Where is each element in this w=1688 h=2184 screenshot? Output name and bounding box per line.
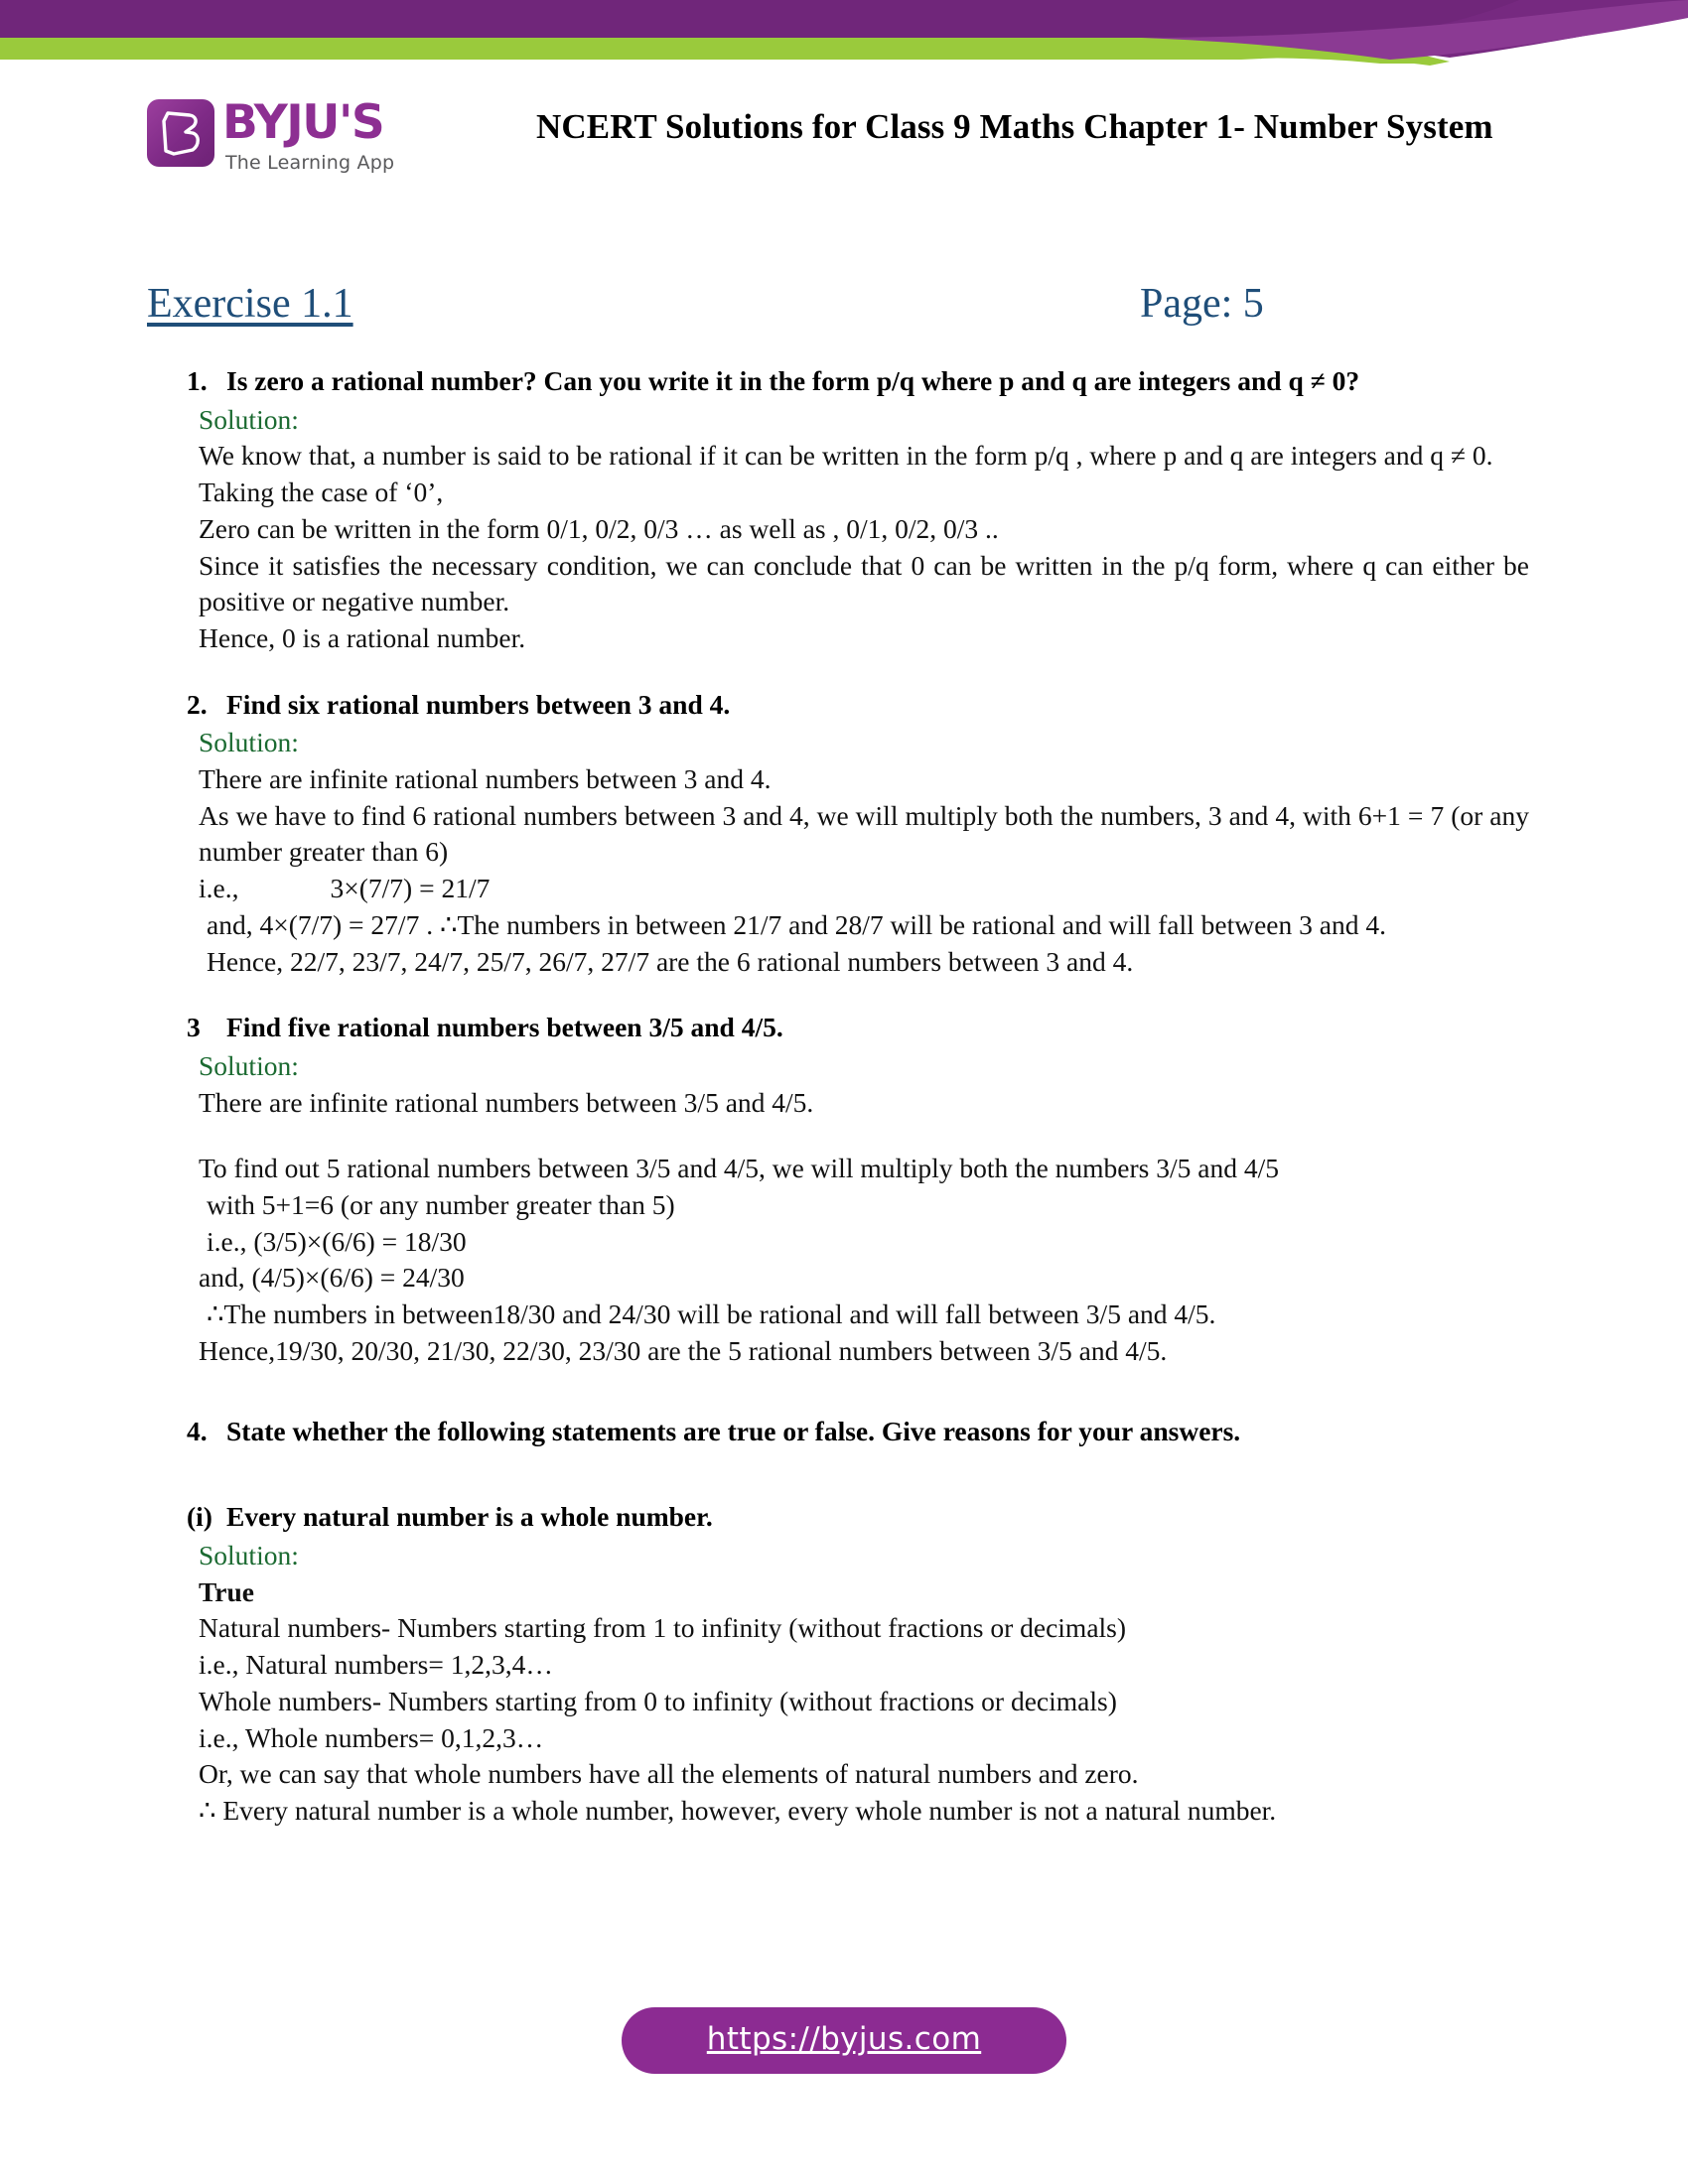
question-1-solution-line-2: Taking the case of ‘0’,	[199, 477, 444, 508]
question-4-part-i-line-2: i.e., Natural numbers= 1,2,3,4…	[199, 1649, 553, 1681]
question-3-solution-line-5: and, (4/5)×(6/6) = 24/30	[199, 1262, 465, 1294]
letter-b-icon	[160, 109, 202, 157]
solutions-content	[187, 363, 1529, 1830]
byjus-wordmark: BYJU'S	[222, 95, 384, 150]
question-4-part-i-answer: True	[199, 1575, 255, 1607]
question-2-number: 2.	[187, 688, 208, 720]
question-1-text: Is zero a rational number? Can you write it in the form p/q where p and q are integers and q ≠ 0?	[226, 365, 1360, 396]
question-1-number: 1.	[187, 365, 208, 396]
question-4-part-i-heading	[187, 1499, 1529, 1536]
question-3-text: Find five rational numbers between 3/5 and 4/5.	[226, 1012, 783, 1043]
question-3-solution-line-3: with 5+1=6 (or any number greater than 5)	[207, 1189, 675, 1221]
byjus-logo-mark-icon	[147, 99, 214, 167]
solution-label-2: Solution:	[199, 727, 299, 758]
question-2-solution-line-4: and, 4×(7/7) = 27/7 . ∴The numbers in between 21/7 and 28/7 will be rational and will fall between 3 and 4.	[207, 908, 1386, 940]
question-2-ie-label: i.e.,	[199, 873, 239, 904]
question-4-part-i-text: Every natural number is a whole number.	[226, 1501, 713, 1533]
question-1-solution-line-3: Zero can be written in the form 0/1, 0/2, 0/3 … as well as , 0/1, 0/2, 0/3 ..	[199, 512, 999, 544]
document-title: NCERT Solutions for Class 9 Maths Chapter 1- Number System	[536, 107, 1493, 146]
question-block-2	[187, 687, 1529, 981]
question-4-heading	[187, 1414, 1529, 1450]
question-4-number: 4.	[187, 1415, 208, 1446]
question-2-heading	[187, 687, 1529, 724]
question-1-solution-line-1: We know that, a number is said to be rational if it can be written in the form p/q , where p and q are integers and q ≠ 0.	[199, 440, 1493, 472]
page-label: Page: 5	[1140, 281, 1264, 327]
spacer	[199, 657, 1529, 687]
byjus-logo	[147, 97, 445, 197]
exercise-title: Exercise 1.1	[147, 281, 353, 327]
question-1-heading	[187, 363, 1529, 400]
question-3-solution-line-6: ∴The numbers in between18/30 and 24/30 will be rational and will fall between 3/5 and 4/5.	[207, 1298, 1216, 1330]
header-decoration-banner	[0, 0, 1688, 89]
question-4-part-i-line-6: ∴ Every natural number is a whole number, however, every whole number is not a natural number.	[199, 1794, 1277, 1826]
question-2-solution-line-1: There are infinite rational numbers between 3 and 4.	[199, 763, 772, 795]
question-block-1	[187, 363, 1529, 657]
spacer	[199, 1121, 1529, 1151]
question-block-4	[187, 1414, 1529, 1830]
question-3-heading	[187, 1010, 1529, 1046]
brand-row	[0, 87, 1688, 206]
solution-label-1: Solution:	[199, 403, 299, 435]
question-2-solution-line-5: Hence, 22/7, 23/7, 24/7, 25/7, 26/7, 27/7 are the 6 rational numbers between 3 and 4.	[207, 945, 1134, 977]
section-heading-row	[0, 280, 1688, 340]
question-block-3	[187, 1010, 1529, 1369]
question-3-solution-line-7: Hence,19/30, 20/30, 21/30, 22/30, 23/30 are the 5 rational numbers between 3/5 and 4/5.	[199, 1334, 1168, 1366]
solution-label-4i: Solution:	[199, 1539, 299, 1570]
question-4-text: State whether the following statements are true or false. Give reasons for your answers.	[226, 1415, 1241, 1446]
question-4-part-i-line-4: i.e., Whole numbers= 0,1,2,3…	[199, 1721, 544, 1753]
question-3-number: 3	[187, 1012, 201, 1043]
spacer	[199, 980, 1529, 1010]
byjus-tagline: The Learning App	[225, 152, 395, 174]
question-2-expression-1: 3×(7/7) = 21/7	[330, 873, 491, 904]
question-2-solution-line-2: As we have to find 6 rational numbers between 3 and 4, we will multiply both the numbers, 3 and 4, with 6+1 = 7 (or any number greater than 6)	[199, 799, 1529, 868]
question-3-solution-line-1: There are infinite rational numbers between 3/5 and 4/5.	[199, 1086, 814, 1118]
header-purple-inner-block	[0, 0, 1519, 38]
header-banner-shapes	[0, 0, 1688, 89]
question-4-part-i-number: (i)	[187, 1501, 212, 1533]
question-1-solution-line-4: Since it satisfies the necessary condition, we can conclude that 0 can be written in the p/q form, where q can either be positive or negative number.	[199, 549, 1529, 617]
question-4-part-i-line-3: Whole numbers- Numbers starting from 0 to infinity (without fractions or decimals)	[199, 1685, 1117, 1716]
question-2-solution-line-3	[199, 871, 1529, 907]
byjus-url-button[interactable]: https://byjus.com	[622, 2007, 1066, 2074]
question-3-solution-line-4: i.e., (3/5)×(6/6) = 18/30	[207, 1225, 467, 1257]
question-4-part-i-line-5: Or, we can say that whole numbers have all the elements of natural numbers and zero.	[199, 1758, 1139, 1790]
question-2-text: Find six rational numbers between 3 and 4.	[226, 688, 731, 720]
footer	[0, 2007, 1688, 2074]
question-3-solution-line-2: To find out 5 rational numbers between 3/5 and 4/5, we will multiply both the numbers 3/5 and 4/5	[199, 1153, 1279, 1184]
question-4-part-i-line-1: Natural numbers- Numbers starting from 1 to infinity (without fractions or decimals)	[199, 1612, 1127, 1644]
spacer	[199, 1451, 1529, 1499]
spacer	[199, 1370, 1529, 1414]
question-1-solution-line-5: Hence, 0 is a rational number.	[199, 621, 526, 653]
solution-label-3: Solution:	[199, 1049, 299, 1081]
